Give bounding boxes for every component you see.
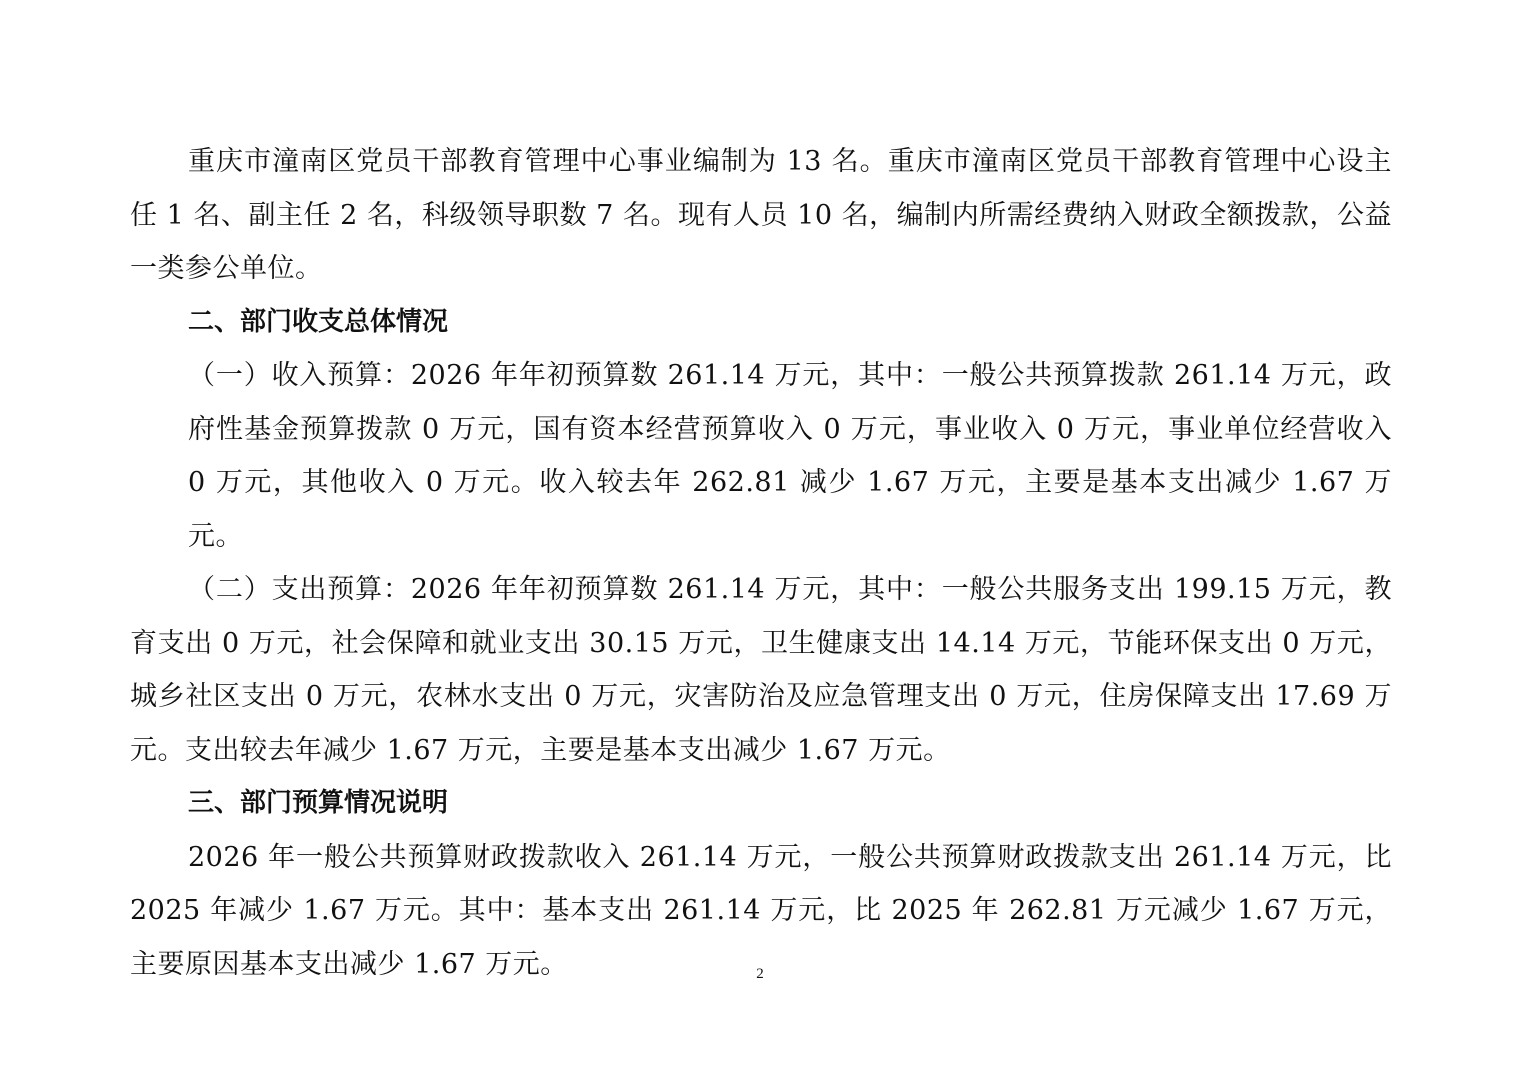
section-heading-revenue-expenditure: 二、部门收支总体情况	[188, 306, 449, 337]
section-heading-budget-explanation: 三、部门预算情况说明	[188, 788, 449, 818]
budget-explanation-paragraph: 2026 年一般公共预算财政拨款收入 261.14 万元，一般公共预算财政拨款支出 261.14 万元，比 2025 年减少 1.67 万元。其中：基本支出 261.14 万元，比 2025 年 262.81 万元减少 1.67 万元，主要原因基本支出减少 1.67 万元。	[130, 841, 1392, 980]
expenditure-budget-paragraph: （二）支出预算：2026 年年初预算数 261.14 万元，其中：一般公共服务支出 199.15 万元，教育支出 0 万元，社会保障和就业支出 30.15 万元，卫生健康支出 14.14 万元，节能环保支出 0 万元，城乡社区支出 0 万元，农林水支出 0 万元，灾害防治及应急管理支出 0 万元，住房保障支出 17.69 万元。支出较去年减少 1.67 万元，主要是基本支出减少 1.67 万元。	[130, 574, 1392, 766]
staffing-paragraph: 重庆市潼南区党员干部教育管理中心事业编制为 13 名。重庆市潼南区党员干部教育管理中心设主任 1 名、副主任 2 名，科级领导职数 7 名。现有人员 10 名，编制内所需经费纳入财政全额拨款，公益一类参公单位。	[130, 146, 1392, 284]
document-body	[130, 135, 1392, 991]
revenue-budget-paragraph: （一）收入预算：2026 年年初预算数 261.14 万元，其中：一般公共预算拨款 261.14 万元，政府性基金预算拨款 0 万元，国有资本经营预算收入 0 万元，事业收入 0 万元，事业单位经营收入 0 万元，其他收入 0 万元。收入较去年 262.81 减少 1.67 万元，主要是基本支出减少 1.67 万元。	[188, 360, 1392, 552]
page-number: 2	[756, 966, 764, 982]
